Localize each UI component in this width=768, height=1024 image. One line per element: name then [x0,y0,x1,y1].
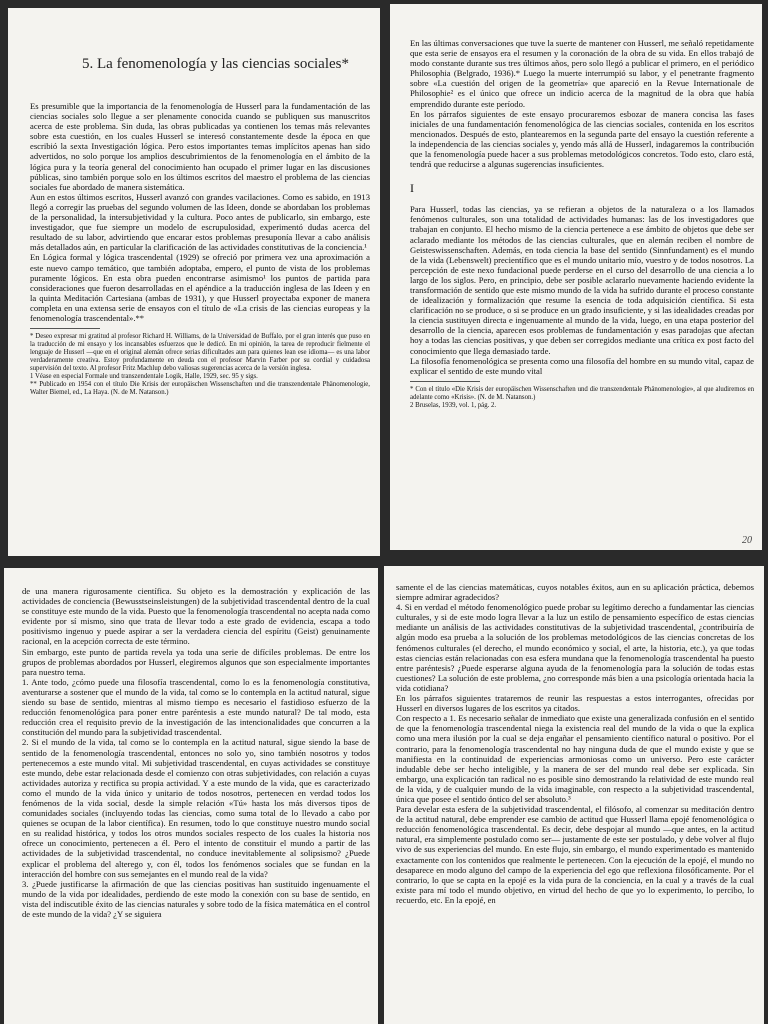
paragraph: Es presumible que la importancia de la fenomenología de Husserl para la fundamentación de las ciencias sociales solo llegue a ser plenamente conocida cuando se publiquen sus manuscritos acerca de este problema. Sin duda, las obras publicadas ya contienen los temas más relevantes sobre esta cuestión, en los cuales Husserl se interesó constantemente desde la época en que escribió la sexta Investigación lógica. Pero estos importantes temas implícitos apenas han sido advertidos, no solo porque los amplios descubrimientos de la fenomenología en el ámbito de la lógica pura y la teoría general del conocimiento han ocupado el primer lugar en las discusiones públicas, sino también porque solo en los últimos escritos del maestro el problema de las ciencias sociales fue abordado de manera sistemática. [30,101,370,192]
paragraph: La filosofía fenomenológica se presenta como una filosofía del hombre en su mundo vital, capaz de explicar el sentido de este mundo vital [410,355,754,376]
paragraph: En los párrafos siguientes trataremos de reunir las respuestas a estos interrogantes, ofrecidas por Husserl en diversos lugares de los escritos ya citados. [396,693,754,714]
paragraph: samente el de las ciencias matemáticas, cuyos notables éxitos, aun en su aplicación práctica, debemos siempre admirar agradecidos? [396,582,754,603]
footnote-rule [30,328,100,329]
section-heading: I [410,181,414,196]
paragraph: En Lógica formal y lógica trascendental (1929) se ofreció por primera vez una aproximación a este nuevo campo temático, que también adoptaba, empero, el punto de vista de los problemas puramente lógicos. En esta obra pueden encontrarse asimismo¹ los puntos de partida para consideraciones que fueron desarrolladas en el apéndice a la traducción inglesa de las Ideen y en la quinta Meditación Cartesiana (ambas de 1931), y que Husserl proyectaba exponer de manera completa en una extensa serie de ensayos con el título de «La crisis de las ciencias europeas y la fenomenología trascendental».** [30,252,370,323]
paragraph: En las últimas conversaciones que tuve la suerte de mantener con Husserl, me señaló repetidamente que esta serie de ensayos era el resumen y la coronación de la obra de su vida. En ellos trabajó de modo constante durante sus tres últimos años, pero solo llegó a publicar el primero, en el periódico Philosophia (Belgrado, 1936).* Luego la muerte interrumpió su labor, y el penetrante fragmento sobre «La cuestión del origen de la geometría» que apareció en la Revue Internationale de Philosophie² es el único que ofrece un indicio acerca de la magnitud de la obra que había emprendido durante este período. [410,38,754,109]
chapter-title: 5. La fenomenología y las ciencias sociales* [82,56,349,72]
paragraph: Aun en estos últimos escritos, Husserl avanzó con grandes vacilaciones. Como es sabido, en 1913 llegó a corregir las pruebas del segundo volumen de las Ideen, donde se abordaban los problemas de la personalidad, la intersubjetividad y la cultura. Poco antes de publicarlo, sin embargo, este investigador, que fue siempre un modelo de escrupulosidad, experimentó dudas acerca del resultado de su labor, advirtiendo que encarar estos problemas presuponía llevar a cabo análisis más detallados aún, en particular la clarificación de las actividades constitutivas de la conciencia.¹ [30,191,370,253]
page-lower-right [384,566,764,1024]
page-upper-left [8,8,380,556]
paragraph: Para Husserl, todas las ciencias, ya se refieran a objetos de la naturaleza o a los llamados fenómenos culturales, son una totalidad de actividades humanas: las de los investigadores que trabajan en conjunto. El hecho mismo de la ciencia pertenece a ese ámbito de objetos que debe ser aclarado mediante los métodos de las ciencias culturales, que en alemán reciben el nombre de Geisteswissenschaften. Además, en toda ciencia la base del sentido (Sinnfundament) es el mundo de la vida (Lebenswelt) precientífico que es el mundo unitario mío, vuestro y de todos nosotros. La percepción de este nexo fundacional puede perderse en el curso del desarrollo de una ciencia a lo largo de los siglos. Pero, en principio, debe ser posible aclararlo nuevamente haciendo evidente la transformación de sentido que este mismo mundo de la vida ha sufrido durante el proceso constante de idealización y formalización que resume la esencia de toda adquisición científica. Si esta clarificación no se produce, o si se produce en un grado insuficiente, y si las idealidades creadas por la ciencia sustituyen directa e ingenuamente al mundo de la vida, luego, en una etapa posterior del desarrollo de la ciencia, aparecen esos problemas de fundamentación y esas paradojas que afectan hoy a todas las ciencias positivas, y que deben ser corregidos mediante una crítica ex post facto del conocimiento que llega demasiado tarde. [410,204,754,356]
margin-annotation: 20 [742,535,752,546]
list-item: 2. Si el mundo de la vida, tal como se lo contempla en la actitud natural, sigue siendo la base de sentido de la fenomenología trascendental, entonces no solo yo, sino también nosotros y todos pertenecemos a este mundo vital. Mi subjetividad trascendental, en cuyas actividades se constituye este mundo, debe estar relacionada desde el comienzo con otras subjetividades, con relación a cuyas actividades autoriza y rectifica su propia actividad. Y a este mundo de la vida, que es caracterizado como el mundo de la vida único y unitario de todos nosotros, pertenecen en verdad todos los fenómenos de la vida social, desde la simple relación «Tú» hasta los más diversos tipos de comunidades sociales (incluyendo todas las ciencias, como suma total de lo llevado a cabo por quienes se ocupan de la labor científica). En resumen, todo lo que constituye nuestro mundo social en su realidad histórica, y todos los otros mundos sociales respecto de los cuales la historia nos ofrece un conocimiento, pertenecen a él. Pero el intento de constituir el mundo a partir de las actividades de la subjetividad trascendental, no conduce inevitablemente al solipsismo? ¿Puede explicar el problema del alterego y, con él, todos los fenómenos sociales que se fundan en la interacción del hombre con sus semejantes en el mundo real de la vida? [22,737,370,879]
footnote: * Deseo expresar mi gratitud al profesor Richard H. Williams, de la Universidad de Buffalo, por el gran interés que puso en la traducción de mi ensayo y los incansables esfuerzos que le dedicó. En mi opinión, la tarea de reproducir fielmente el lenguaje de Husserl —que en el original alemán ofrece serias dificultades aun para quienes lean ese idioma— es una labor verdaderamente creativa. Estoy profundamente en deuda con el profesor Marvin Farber por su cordial y cuidadosa supervisión del texto. Al profesor Fritz Machlup debo valiosas sugerencias acerca de la versión inglesa. [30,333,370,373]
page-upper-right [390,4,762,550]
paragraph: Para develar esta esfera de la subjetividad trascendental, el filósofo, al comenzar su meditación dentro de la actitud natural, debe emprender ese cambio de actitud que Husserl llama epojé fenomenológica o reducción fenomenológica trascendental. Es decir, debe despojar al mundo —que antes, en la actitud natural, era simplemente postulado como ser— justamente de este ser postulado, y debe volver al flujo vivo de sus experiencias del mundo. En este flujo, sin embargo, el mundo experimentado es mantenido exactamente con los contenidos que realmente le pertenecen. Con la ejecución de la epojé, el mundo no desaparece en modo alguno del campo de la experiencia del ego que reflexiona filosóficamente. Por el contrario, lo que se capta en la epojé es la vida pura de la conciencia, en la cual y a través de la cual existe para mí todo el mundo objetivo, en virtud del hecho de que yo lo experimento, lo percibo, lo recuerdo, etc. En la epojé, en [396,804,754,905]
footnote: ** Publicado en 1954 con el título Die Krisis der europäischen Wissenschaften und die transzendentale Phänomenologie, Walter Biemel, ed., La Haya. (N. de M. Natanson.) [30,381,370,397]
paragraph: Sin embargo, este punto de partida revela ya toda una serie de difíciles problemas. De entre los grupos de problemas abordados por Husserl, elegiremos algunos que son especialmente importantes para nuestro tema. [22,646,370,677]
paragraph: de una manera rigurosamente científica. Su objeto es la demostración y explicación de las actividades de conciencia (Bewusstseinsleistungen) de la subjetividad trascendental dentro de la cual se constituye este mundo de la vida. Puesto que la fenomenología trascendental no acepta nada como evidente por sí mismo, sino que trata de llevar todo a este grado de evidencia, escapa a todo positivismo ingenuo y puede aspirar a ser la verdadera ciencia del espíritu (Geist) genuinamente racional, en la acepción correcta de este término. [22,586,370,647]
footnote: 1 Véase en especial Formale und transzendentale Logik, Halle, 1929, sec. 95 y sigs. [30,373,258,381]
footnote: 2 Bruselas, 1939, vol. 1, pág. 2. [410,401,497,409]
paragraph: Con respecto a 1. Es necesario señalar de inmediato que existe una generalizada confusión en el sentido de que la fenomenología trascendental niega la existencia real del mundo de la vida o que la explica como una mera ilusión por la cual se deja engañar el pensamiento científico natural o positivo. Por el contrario, para la fenomenología trascendental no hay ninguna duda de que el mundo existe y que se manifiesta en la continuidad de experiencias armoniosas como un universo. Pero este carácter indudable debe ser hecho inteligible, y la manera de ser del mundo real debe ser explicada. Sin embargo, una explicación tan radical no es posible sino demostrando la relatividad de este mundo real de la vida, y de cualquier mundo de la vida imaginable, con respecto a la subjetividad trascendental, única que posee el sentido óntico del ser absoluto.³ [396,713,754,804]
list-item: 1. Ante todo, ¿cómo puede una filosofía trascendental, como lo es la fenomenología constitutiva, aventurarse a sostener que el mundo de la vida, tal como se lo contempla en la actitud natural, sigue siendo su base de sentido, mientras al mismo tiempo es necesario el fastidioso esfuerzo de la reducción fenomenológica para poner entre paréntesis a este mundo natural? De tal modo, esta reducción crea el requisito previo de la investigación de las intencionalidades que concurren a la constitución del mundo para la subjetividad trascendental. [22,676,370,738]
list-item: 4. Si en verdad el método fenomenológico puede probar su legítimo derecho a fundamentar las ciencias culturales, y si de este modo logra llevar a la luz un estilo de pensamiento específico de estas ciencias mediante un análisis de las actividades constitutivas de la subjetividad trascendental, ¿contribuiría de algún modo esa prueba a la solución de los problemas metodológicos de las ciencias concretas de los fenómenos culturales (el derecho, el mundo económico y social, el arte, la historia, etc.), ya que todas estas ciencias están relacionadas con esa esfera mundana que la fenomenología trascendental ha puesto entre paréntesis? ¿Puede esperarse alguna ayuda de la fenomenología para la solución de todas estas cuestiones? La solución de este problema, ¿no corresponde más bien a una psicología orientada hacia la vida cotidiana? [396,602,754,693]
list-item: 3. ¿Puede justificarse la afirmación de que las ciencias positivas han sustituido ingenuamente el mundo de la vida por idealidades, perdiendo de este modo la conexión con su base de sentido, en vista del indiscutible éxito de las ciencias naturales y sobre todo de la física matemática en el control de este mundo de la vida? ¿Y se siguiera [22,878,370,919]
paragraph: En los párrafos siguientes de este ensayo procuraremos esbozar de manera concisa las fases iniciales de una fundamentación fenomenológica de las ciencias sociales, contenida en los escritos mencionados. Después de esto, plantearemos en la segunda parte del ensayo la cuestión referente a la independencia de las ciencias sociales y, yendo más allá de Husserl, indagaremos la contribución que la fenomenología puede hacer a sus problemas metodológicos concretos. Todo esto, claro está, tendrá que reducirse a algunas sugerencias insuficientes. [410,108,754,170]
page-lower-left [4,568,378,1024]
footnote: * Con el título «Die Krisis der europäischen Wissenschaften und die transzendentale Phänomenologie», al que aludiremos en adelante como «Krisis». (N. de M. Natanson.) [410,385,754,401]
footnote-rule [410,381,480,382]
